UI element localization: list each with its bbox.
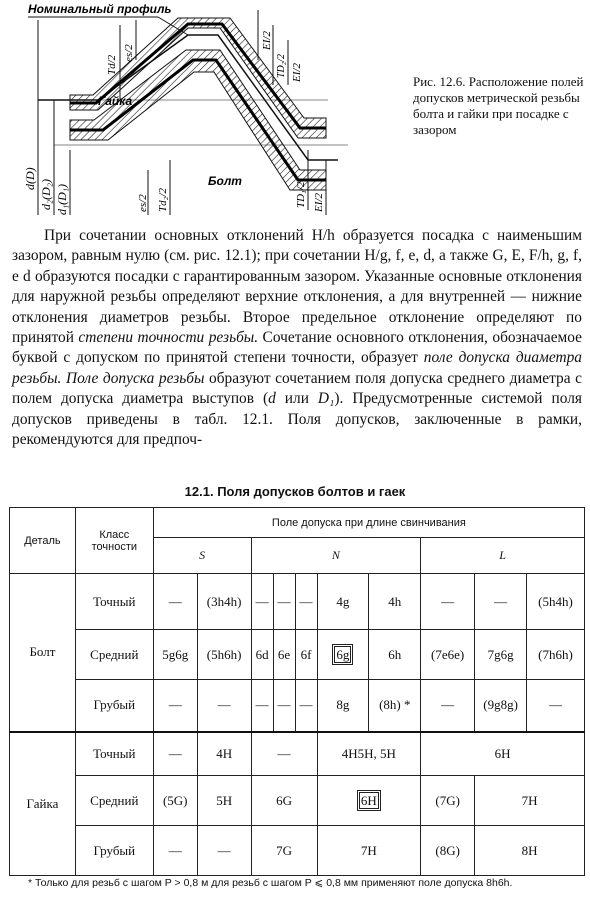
cell: — bbox=[273, 574, 295, 630]
body-paragraph bbox=[12, 226, 582, 450]
cell: — bbox=[251, 732, 317, 776]
cell: 4H bbox=[197, 732, 251, 776]
header-N: N bbox=[251, 538, 421, 574]
cell: 6h bbox=[369, 630, 421, 680]
cell: — bbox=[295, 680, 317, 732]
cell: (8G) bbox=[421, 826, 475, 876]
cell: (3h4h) bbox=[197, 574, 251, 630]
d1D1-label: d₁(D₁) bbox=[55, 183, 69, 215]
table-title: 12.1. Поля допусков болтов и гаек bbox=[184, 484, 406, 499]
cell: (7e6e) bbox=[421, 630, 475, 680]
class-cell: Грубый bbox=[75, 680, 153, 732]
cell: 5g6g bbox=[153, 630, 197, 680]
cell: 4g bbox=[317, 574, 369, 630]
cell: (5G) bbox=[153, 776, 197, 826]
es2-top-label: es/2 bbox=[123, 44, 135, 62]
cell: — bbox=[251, 680, 273, 732]
td2-bottom-label: Td₂/2 bbox=[157, 188, 169, 212]
cell: 4H5H, 5H bbox=[317, 732, 421, 776]
td2-label: Td/2 bbox=[106, 54, 118, 75]
cell-recommended bbox=[317, 630, 369, 680]
text-span: При сочетании основных отклонений H/h образуется посадка с наименьшим зазором, равным нулю (см. рис. 12.1); при сочетании H/g, f, e, d, а также G, E, F/h, g, f, e d образуются посадки с гарантированным зазором. Указанные основные отклонения для наружной резьбы определяют верхние отклонения, а для внутренней — нижние отклонения диаметров резьбы. Второе предельное отклонение определяют по принятой bbox=[12, 227, 582, 347]
cell: 6G bbox=[251, 776, 317, 826]
cell: 7G bbox=[251, 826, 317, 876]
es2-bottom-label: es/2 bbox=[137, 194, 149, 212]
d2D2-label: d₂(D₂) bbox=[39, 178, 53, 210]
cell: — bbox=[153, 826, 197, 876]
cell: (8h) * bbox=[369, 680, 421, 732]
recommended-value: 6H bbox=[360, 792, 377, 808]
cell: 7H bbox=[475, 776, 585, 826]
class-cell: Грубый bbox=[75, 826, 153, 876]
cell: 8H bbox=[475, 826, 585, 876]
cell: — bbox=[153, 732, 197, 776]
body-text bbox=[12, 226, 582, 450]
header-class: Класс точности bbox=[75, 508, 153, 574]
ei2-right-label: EI/2 bbox=[291, 63, 303, 82]
table-row bbox=[10, 680, 585, 732]
cell: 6f bbox=[295, 630, 317, 680]
tolerance-table bbox=[9, 507, 585, 876]
dD-label: d(D) bbox=[23, 167, 37, 190]
nominal-profile-label: Номинальный профиль bbox=[28, 2, 172, 16]
td1-label: TD₁/2 bbox=[295, 181, 307, 208]
thread-tolerance-diagram bbox=[8, 0, 408, 220]
cell: 8g bbox=[317, 680, 369, 732]
header-field: Поле допуска при длине свинчивания bbox=[153, 508, 584, 538]
cell: (5h4h) bbox=[527, 574, 585, 630]
class-cell: Точный bbox=[75, 574, 153, 630]
emphasis-span: степени точности резьбы. bbox=[78, 329, 259, 347]
table-row bbox=[10, 732, 585, 776]
table-row bbox=[10, 630, 585, 680]
emphasis-span: d bbox=[268, 390, 276, 408]
cell: — bbox=[421, 574, 475, 630]
recommended-value: 6g bbox=[336, 646, 350, 662]
emphasis-span: Поле допуска резьбы bbox=[65, 369, 205, 387]
text-span: или bbox=[275, 390, 318, 408]
cell: (5h6h) bbox=[197, 630, 251, 680]
cell: (9g8g) bbox=[475, 680, 527, 732]
cell: 6e bbox=[273, 630, 295, 680]
class-cell: Средний bbox=[75, 776, 153, 826]
header-L: L bbox=[421, 538, 585, 574]
cell-recommended bbox=[317, 776, 421, 826]
text-span: образуют сочетанием поля допуска среднего диаметра с полем допуска диаметра выступов ( bbox=[12, 369, 582, 408]
cell: 5H bbox=[197, 776, 251, 826]
table-footnote: * Только для резьб с шагом P > 0,8 м для резьб с шагом P ⩽ 0,8 мм применяют поле допуска 8h6h. bbox=[28, 877, 513, 889]
table-row bbox=[10, 574, 585, 630]
class-cell: Точный bbox=[75, 732, 153, 776]
cell: 4h bbox=[369, 574, 421, 630]
header-S: S bbox=[153, 538, 251, 574]
cell: — bbox=[527, 680, 585, 732]
cell: — bbox=[295, 574, 317, 630]
cell: — bbox=[197, 680, 251, 732]
cell: — bbox=[421, 680, 475, 732]
text-span: Сочетание основного отклонения, обозначаемое буквой с допуском по принятой степени точности, образует bbox=[12, 329, 582, 367]
cell: (7G) bbox=[421, 776, 475, 826]
cell: — bbox=[475, 574, 527, 630]
cell: 6H bbox=[421, 732, 585, 776]
cell: 6d bbox=[251, 630, 273, 680]
class-cell: Средний bbox=[75, 630, 153, 680]
cell: (7h6h) bbox=[527, 630, 585, 680]
table-row bbox=[10, 826, 585, 876]
emphasis-span: D₁ bbox=[317, 390, 335, 408]
bolt-label-cell: Болт bbox=[10, 574, 76, 732]
td2-nut-label: TD₂/2 bbox=[276, 53, 287, 78]
ei2-bottom-label: EI/2 bbox=[313, 193, 325, 212]
cell: — bbox=[153, 680, 197, 732]
cell: — bbox=[273, 680, 295, 732]
table-row bbox=[10, 776, 585, 826]
header-part: Деталь bbox=[10, 508, 76, 574]
figure-caption: Рис. 12.6. Расположение полей допусков метрической резьбы болта и гайки при посадке с зазором bbox=[413, 74, 584, 137]
cell: 7g6g bbox=[475, 630, 527, 680]
nut-label: Гайка bbox=[98, 94, 133, 108]
emphasis-span: поле допуска диаметра резьбы. bbox=[12, 349, 582, 387]
figure-block bbox=[0, 0, 590, 220]
header-row bbox=[10, 508, 585, 538]
cell: — bbox=[197, 826, 251, 876]
ei2-top-label: EI/2 bbox=[261, 31, 273, 50]
bolt-label: Болт bbox=[208, 174, 242, 188]
cell: — bbox=[251, 574, 273, 630]
nut-label-cell: Гайка bbox=[10, 732, 76, 876]
cell: — bbox=[153, 574, 197, 630]
cell: 7H bbox=[317, 826, 421, 876]
text-span: ). Предусмотренные системой поля допусков приведены в табл. 12.1. Поля допусков, заключенные в рамки, рекомендуются для предпоч- bbox=[12, 390, 582, 449]
